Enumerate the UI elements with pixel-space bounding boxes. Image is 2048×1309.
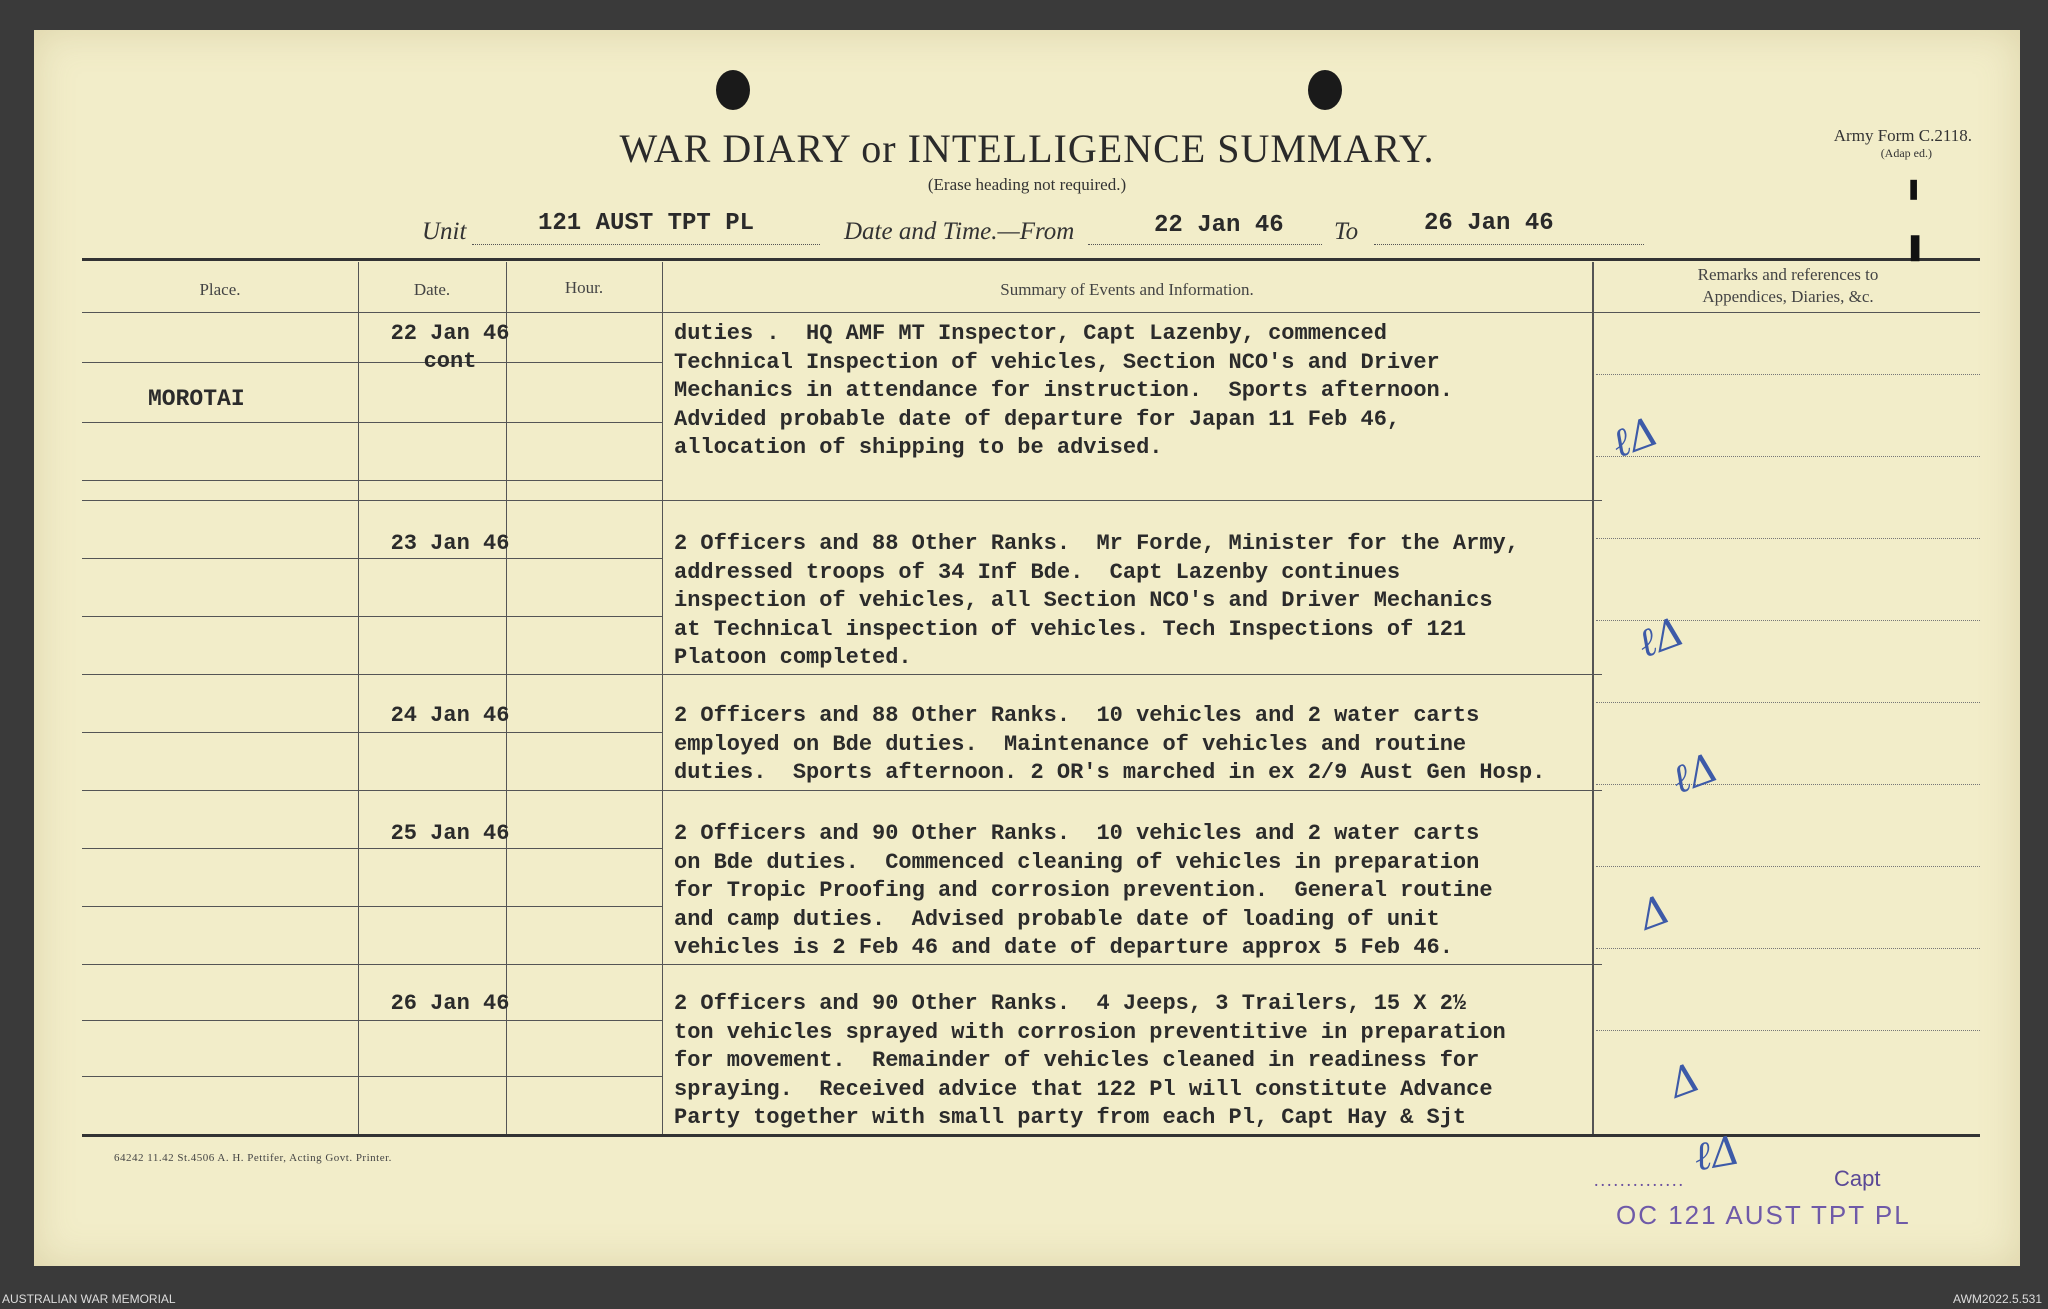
- remarks-header-line: Remarks and references to: [1697, 265, 1879, 284]
- column-header-summary: Summary of Events and Information.: [1000, 280, 1254, 299]
- from-value: 22 Jan 46: [1154, 212, 1284, 239]
- credit-left: AUSTRALIAN WAR MEMORIAL: [2, 1292, 176, 1306]
- handwritten-initial-icon: Δ: [1633, 886, 1676, 940]
- ink-mark-icon: ❚: [1904, 232, 1926, 261]
- column-header-date: Date.: [413, 280, 451, 299]
- row-rule: [82, 616, 662, 617]
- row-rule: [82, 964, 1602, 965]
- column-header-place: Place.: [199, 280, 241, 299]
- to-label: To: [1334, 218, 1359, 245]
- handwritten-initial-icon: ℓΔ: [1605, 408, 1665, 468]
- page-title: WAR DIARY or INTELLIGENCE SUMMARY.: [619, 126, 1435, 171]
- form-number-text: Army Form C.2118.: [1833, 126, 1972, 145]
- to-value: 26 Jan 46: [1424, 210, 1554, 237]
- row-rule: [82, 674, 1602, 675]
- printer-imprint: 64242 11.42 St.4506 A. H. Pettifer, Acting Govt. Printer.: [114, 1152, 392, 1164]
- row-rule: [82, 1076, 662, 1077]
- handwritten-initial-icon: Δ: [1663, 1054, 1706, 1108]
- place-value: MOROTAI: [148, 386, 245, 412]
- form-note: (Adap ed.): [1880, 146, 1932, 160]
- table-top-rule: [82, 258, 1980, 261]
- signature-rank: Capt: [1834, 1166, 1881, 1191]
- entry-date-note: cont: [423, 349, 477, 374]
- row-rule: [82, 422, 662, 423]
- date-label: Date and Time.—From: [844, 218, 1075, 245]
- row-rule: [82, 848, 662, 849]
- entry-date: 26 Jan 46: [390, 991, 510, 1016]
- row-rule: [82, 480, 662, 481]
- entry-date: 23 Jan 46: [390, 531, 510, 556]
- entry-date-text: 22 Jan 46: [390, 321, 510, 346]
- entry-date: [358, 320, 542, 376]
- row-rule: [82, 906, 662, 907]
- row-rule: [82, 500, 1602, 501]
- column-header-remarks: [1596, 264, 1980, 308]
- entry-text: 2 Officers and 90 Other Ranks. 4 Jeeps, 3 Trailers, 15 X 2½ ton vehicles sprayed with corrosion preventitive in preparation for movement. Remainder of vehicles cleaned in readiness for spraying. Received advice that 122 Pl will constitute Advance Party together with small party from each Pl, Capt Hay & Sjt: [674, 991, 1506, 1130]
- row-rule: [82, 1020, 662, 1021]
- punch-hole: [1308, 70, 1342, 110]
- column-divider: [662, 262, 663, 1134]
- row-rule: [82, 790, 1602, 791]
- row-rule: [82, 558, 662, 559]
- remarks-header-line: Appendices, Diaries, &c.: [1702, 287, 1874, 306]
- ink-mark-icon: ❚: [1905, 178, 1922, 200]
- to-underline: [1374, 244, 1644, 245]
- entry-text: 2 Officers and 90 Other Ranks. 10 vehicles and 2 water carts on Bde duties. Commenced cleaning of vehicles in preparation for Tropic Proofing and corrosion prevention. General routine and camp duties. Advised probable date of loading of unit vehicles is 2 Feb 46 and date of departure approx 5 Feb 46.: [674, 821, 1493, 960]
- unit-label: Unit: [422, 218, 467, 245]
- unit-value: 121 AUST TPT PL: [538, 210, 755, 237]
- unit-stamp: OC 121 AUST TPT PL: [1616, 1200, 1911, 1230]
- page-subtitle: (Erase heading not required.): [927, 175, 1127, 194]
- punch-hole: [716, 70, 750, 110]
- header-rule: [82, 312, 1980, 313]
- handwritten-initial-icon: ℓΔ: [1665, 744, 1725, 804]
- entry-text: 2 Officers and 88 Other Ranks. Mr Forde, Minister for the Army, addressed troops of 34 Inf Bde. Capt Lazenby continues inspection of vehicles, all Section NCO's and Driver Mechanics at Technical inspection of vehicles. Tech Inspections of 121 Platoon completed.: [674, 531, 1519, 670]
- signature-icon: ℓΔ: [1690, 1127, 1744, 1181]
- unit-underline: [472, 244, 820, 245]
- handwritten-initial-icon: ℓΔ: [1631, 608, 1691, 668]
- entry-date: 25 Jan 46: [390, 821, 510, 846]
- diary-page: [34, 30, 2020, 1266]
- entry-text: duties . HQ AMF MT Inspector, Capt Lazenby, commenced Technical Inspection of vehicles, Section NCO's and Driver Mechanics in attendance for instruction. Sports afternoon. Advided probable date of departure for Japan 11 Feb 46, allocation of shipping to be advised.: [674, 321, 1453, 460]
- from-underline: [1088, 244, 1322, 245]
- form-number: [1834, 126, 1972, 161]
- signature-dots: ..............: [1594, 1170, 1685, 1190]
- entry-text: 2 Officers and 88 Other Ranks. 10 vehicles and 2 water carts employed on Bde duties. Maintenance of vehicles and routine duties. Sports afternoon. 2 OR's marched in ex 2/9 Aust Gen Hosp.: [674, 703, 1546, 785]
- row-rule: [82, 732, 662, 733]
- column-header-hour: Hour.: [564, 278, 604, 297]
- entry-date: 24 Jan 46: [390, 703, 510, 728]
- credit-right: AWM2022.5.531: [1953, 1292, 2042, 1306]
